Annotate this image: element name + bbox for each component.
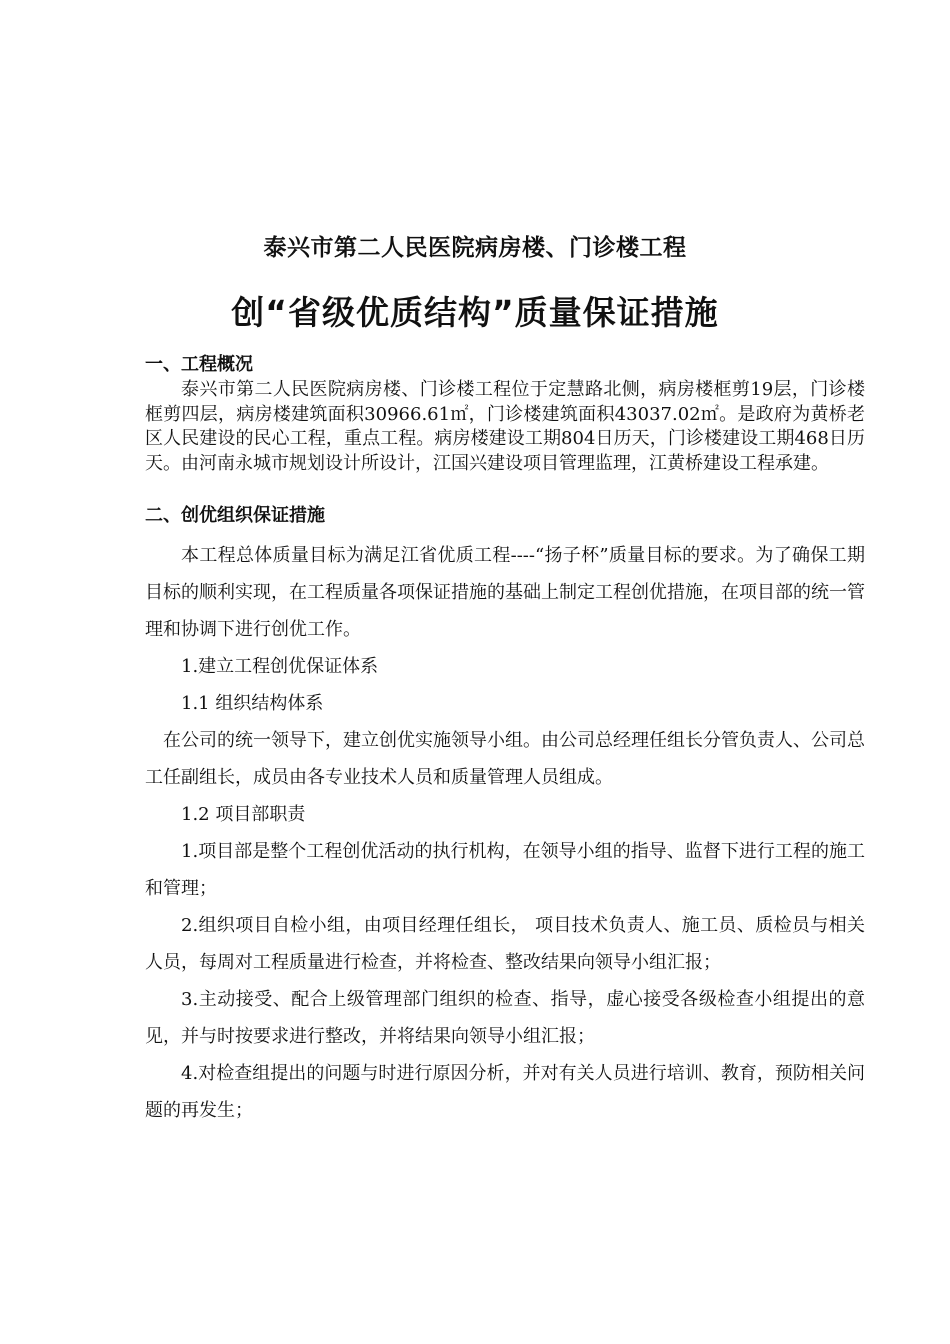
- document-subtitle: 泰兴市第二人民医院病房楼、门诊楼工程: [263, 235, 687, 261]
- paragraph-subheading: 1.建立工程创优保证体系: [181, 656, 379, 677]
- section-heading-quality-organization: 二、创优组织保证措施: [145, 505, 325, 526]
- document-title: 创“省级优质结构”质量保证措施: [231, 293, 719, 332]
- section-quality-organization: [145, 503, 865, 1129]
- paragraph: 泰兴市第二人民医院病房楼、门诊楼工程位于定慧路北侧，病房楼框剪19层，门诊楼框剪四层，病房楼建筑面积30966.61㎡，门诊楼建筑面积43037.02㎡。是政府为黄桥老区人民建设的民心工程，重点工程。病房楼建设工期804日历天，门诊楼建设工期468日历天。由河南永城市规划设计所设计，江国兴建设项目管理监理，江黄桥建设工程承建。: [145, 379, 865, 474]
- paragraph-list-item: 2.组织项目自检小组，由项目经理任组长， 项目技术负责人、施工员、质检员与相关人员，每周对工程质量进行检查，并将检查、整改结果向领导小组汇报；: [145, 915, 865, 973]
- paragraph-list-item: 1.项目部是整个工程创优活动的执行机构，在领导小组的指导、监督下进行工程的施工和管理；: [145, 841, 865, 899]
- section-overview: [145, 352, 865, 476]
- section-body-overview: [145, 378, 865, 476]
- paragraph: 本工程总体质量目标为满足江省优质工程----“扬子杯”质量目标的要求。为了确保工期目标的顺利实现，在工程质量各项保证措施的基础上制定工程创优措施，在项目部的统一管理和协调下进行创优工作。: [145, 545, 865, 640]
- paragraph-subheading: 1.1 组织结构体系: [181, 693, 324, 714]
- section-heading-overview: 一、工程概况: [145, 354, 253, 375]
- paragraph-subheading: 1.2 项目部职责: [181, 804, 306, 825]
- paragraph: 在公司的统一领导下，建立创优实施领导小组。由公司总经理任组长分管负责人、公司总工任副组长，成员由各专业技术人员和质量管理人员组成。: [145, 730, 865, 788]
- section-body-quality-organization: [145, 537, 865, 1129]
- paragraph-list-item: 4.对检查组提出的问题与时进行原因分析，并对有关人员进行培训、教育，预防相关问题的再发生；: [145, 1063, 865, 1121]
- paragraph-list-item: 3.主动接受、配合上级管理部门组织的检查、指导，虚心接受各级检查小组提出的意见，并与时按要求进行整改，并将结果向领导小组汇报；: [145, 989, 865, 1047]
